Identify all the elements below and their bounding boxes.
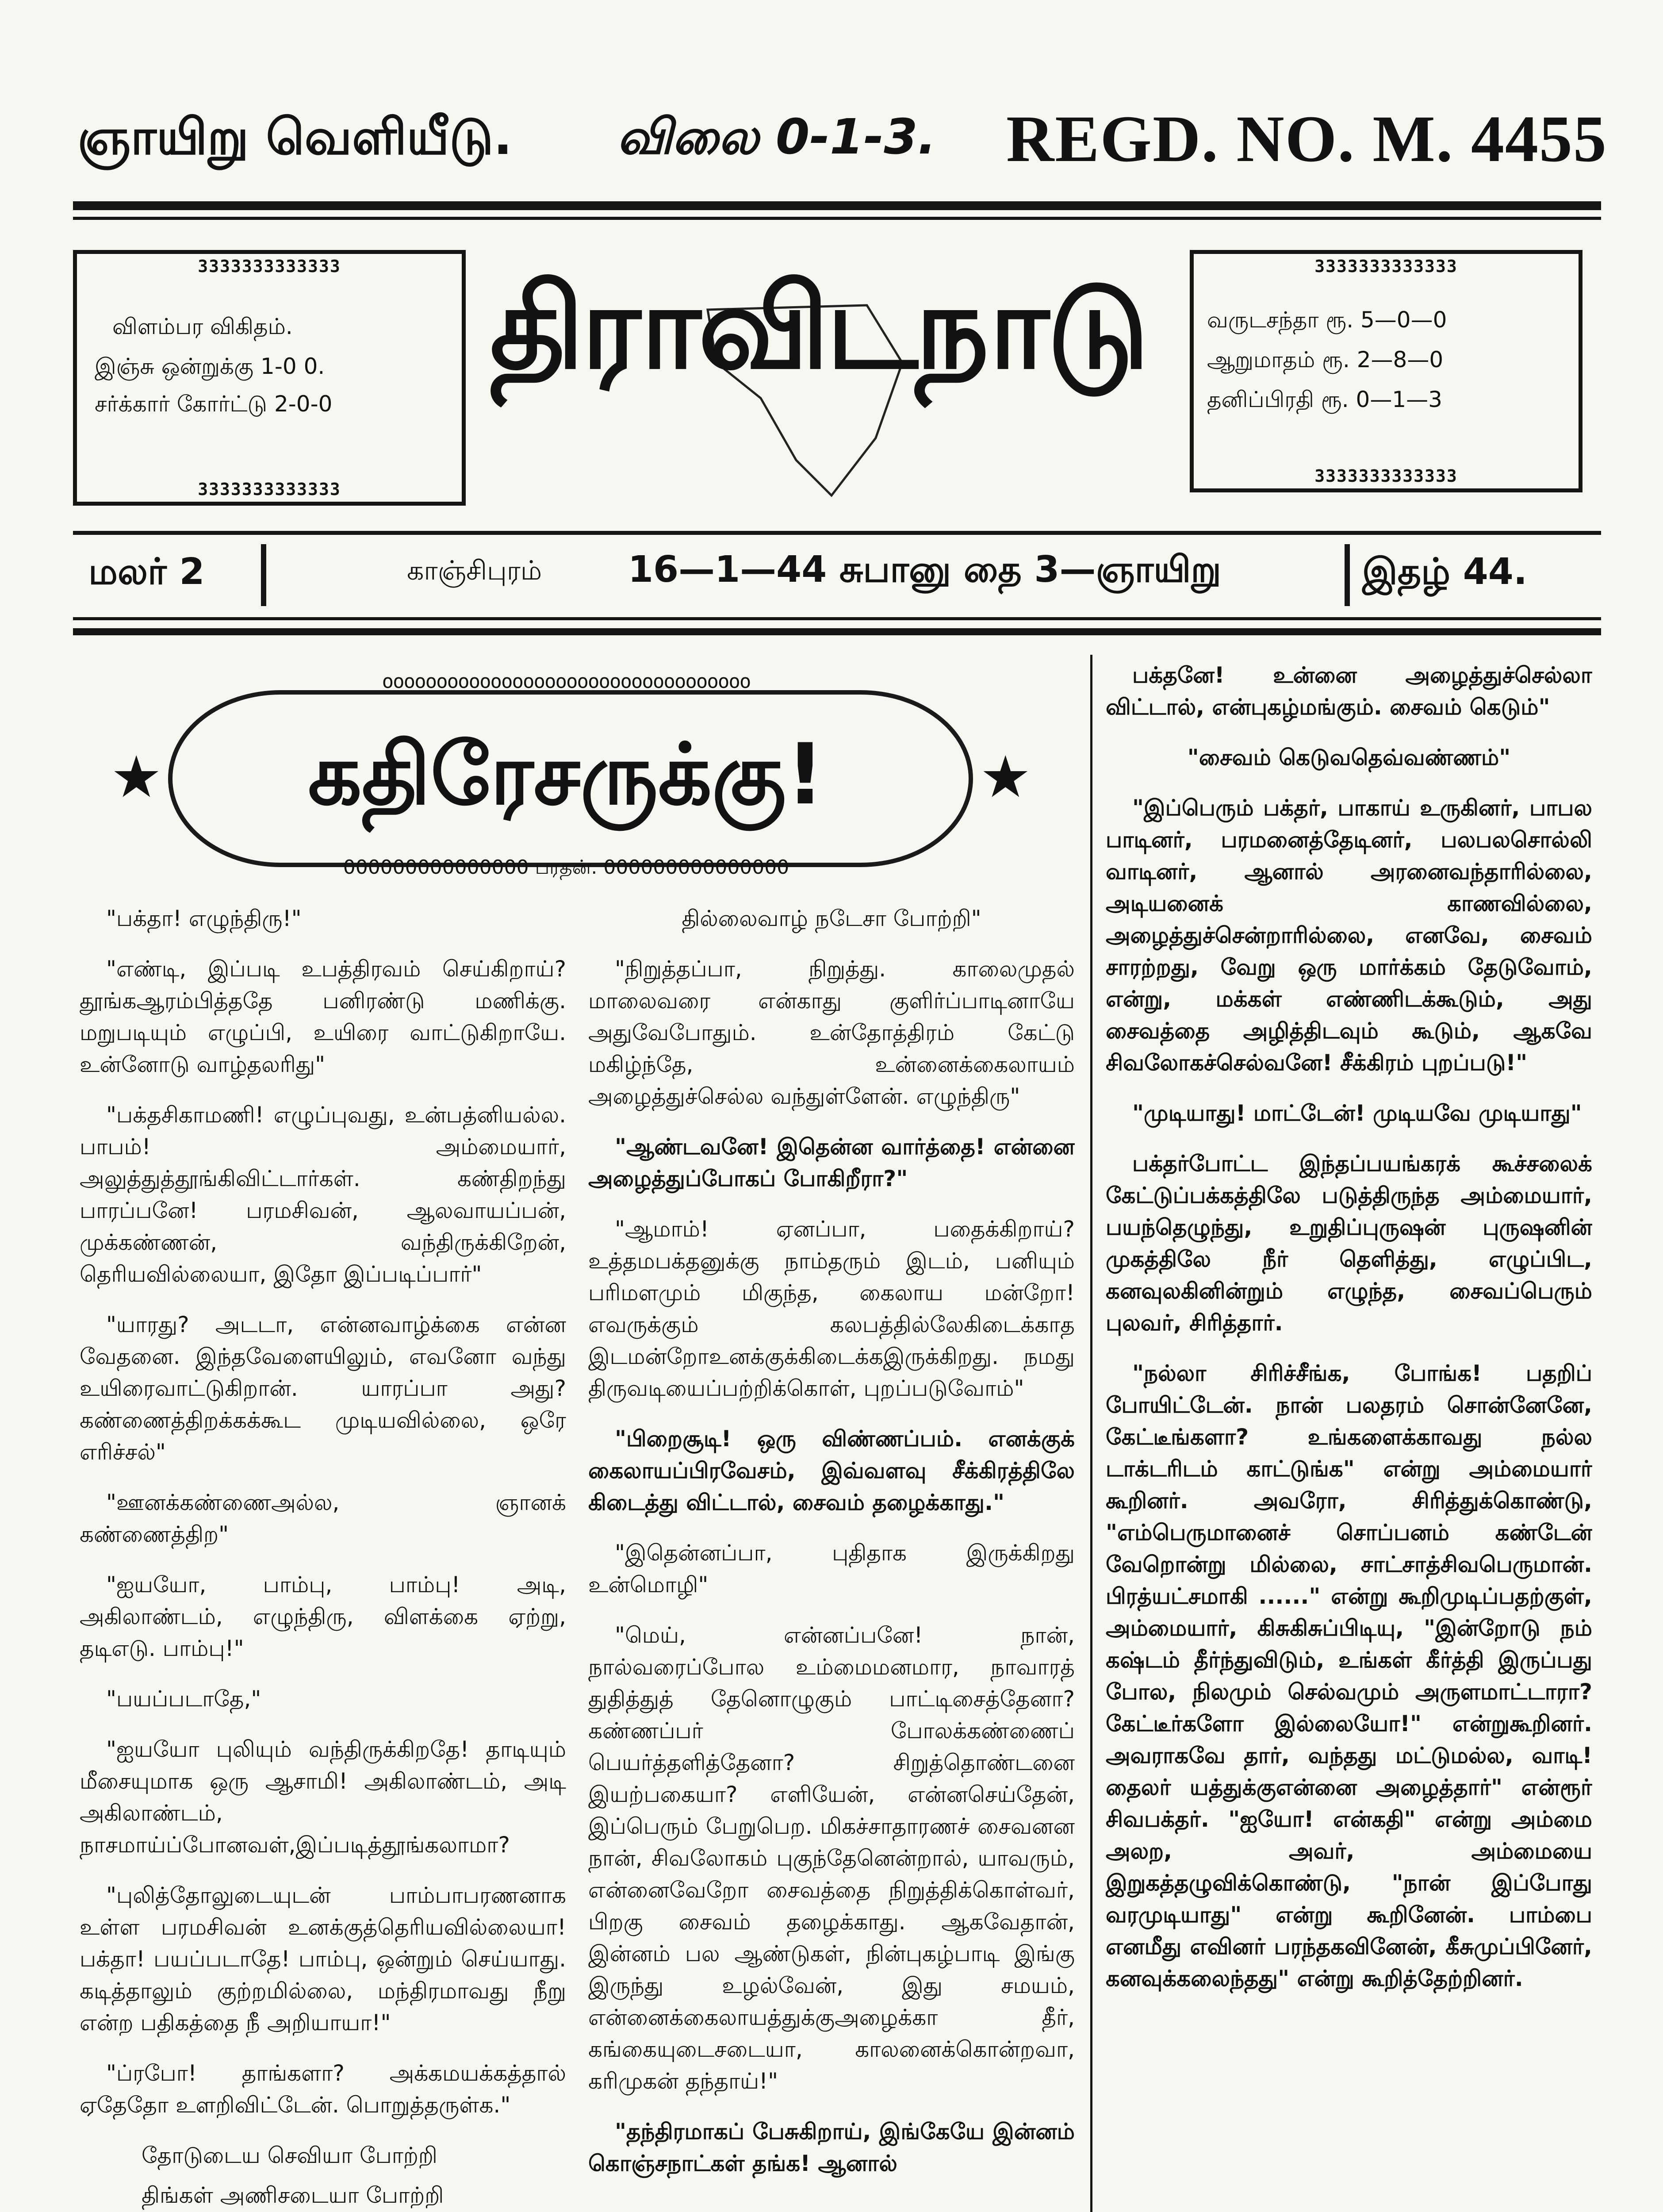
paragraph: "பிறைசூடி! ஒரு விண்ணப்பம். எனக்குக் கைலாயப்பிரவேசம், இவ்வளவு சீக்கிரத்திலே கிடைத்து விட்டால், சைவம் தழைக்காது.": [588, 1426, 1075, 1515]
ad-box-border-top: 3333333333333: [198, 258, 341, 274]
sunday-edition-label: ஞாயிறு வெளியீடு.: [77, 108, 513, 166]
paragraph: "தந்திரமாகப் பேசுகிறாய், இங்கேயே இன்னம் கொஞ்சநாட்கள் தங்க! ஆனால்: [588, 2119, 1075, 2176]
sub-box-border-bottom: 3333333333333: [1314, 468, 1458, 484]
subscription-row: ஆறுமாதம் ரூ. 2—8—0: [1207, 347, 1444, 373]
verse-line: தோடுடைய செவியா போற்றி: [142, 2143, 437, 2168]
article-column-2: [588, 902, 1075, 2212]
chain-ornament-top: oooooooooooooooooooooooooooooooooo: [382, 670, 751, 693]
paragraph: "ஐயயோ புலியும் வந்திருக்கிறதே! தாடியும் மீசையுமாக ஒரு ஆசாமி! அகிலாண்டம், அடி அகிலாண்டம், நாசமாய்ப்போனவள்,இப்படித்தூங்கலாமா?: [80, 1736, 566, 1858]
article-column-3: [1106, 659, 1592, 2212]
paragraph: தில்லைவாழ் நடேசா போற்றி": [682, 906, 981, 931]
dateline-divider: [1345, 544, 1350, 606]
ad-rates-box: [73, 250, 466, 506]
paragraph: "முடியாது! மாட்டேன்! முடியவே முடியாது": [1132, 1100, 1582, 1126]
paragraph: "நிறுத்தப்பா, நிறுத்து. காலைமுதல் மாலைவரை என்காது குளிர்ப்பாடினாயே அதுவேபோதும். உன்தோத்திரம் கேட்டு மகிழ்ந்தே, உன்னைக்கைலாயம் அழைத்துச்செல்ல வந்துள்ளேன். எழுந்திரு": [588, 956, 1075, 1109]
paragraph: "ஊனக்கண்ணைஅல்ல, ஞானக் கண்ணைத்திற": [80, 1490, 566, 1547]
subscription-row: வருடசந்தா ரூ. 5—0—0: [1207, 307, 1447, 333]
paragraph: "பயப்படாதே,": [106, 1686, 261, 1712]
paragraph: "பக்தா! எழுந்திரு!": [106, 906, 302, 931]
volume-label: மலர் 2: [88, 551, 205, 593]
paragraph: "ஐயயோ, பாம்பு, பாம்பு! அடி, அகிலாண்டம், எழுந்திரு, விளக்கை ஏற்று, தடிஎடு. பாம்பு!": [80, 1572, 566, 1661]
verse-line: திங்கள் அணிசடையா போற்றி: [142, 2182, 444, 2208]
place-label: காஞ்சிபுரம்: [407, 555, 542, 586]
article-title: கதிரேசருக்கு!: [308, 726, 824, 823]
sub-box-border-top: 3333333333333: [1314, 258, 1458, 274]
star-icon-right: ★: [980, 743, 1031, 810]
paragraph: "புலித்தோலுடையுடன் பாம்பாபரணனாக உள்ள பரமசிவன் உனக்குத்தெரியவில்லையா! பக்தா! பயப்படாதே! பாம்பு, ஒன்றும் செய்யாது. கடித்தாலும் குற்றமில்லை, மந்திரமாவது நீறு என்ற பதிகத்தை நீ அறியாயா!": [80, 1882, 566, 2035]
top-rule-thick: [73, 201, 1601, 210]
paragraph: பக்தனே! உன்னை அழைத்துச்செல்லா விட்டால், என்புகழ்மங்கும். சைவம் கெடும்": [1106, 662, 1592, 720]
issue-label: இதழ் 44.: [1362, 551, 1527, 593]
dateline-divider: [261, 544, 266, 606]
ad-box-border-bottom: 3333333333333: [198, 481, 341, 497]
price-label: விலை 0-1-3.: [617, 108, 936, 165]
paragraph: "சைவம் கெடுவதெவ்வண்ணம்": [1187, 745, 1511, 770]
paragraph: "ஆமாம்! ஏனப்பா, பதைக்கிறாய்? உத்தமபக்தனுக்கு நாம்தரும் இடம், பனியும் பரிமளமும் மிகுந்த, கைலாய மன்றோ! எவருக்கும் கலபத்தில்லேகிடைக்காத இடமன்றோஉனக்குக்கிடைக்கஇருக்கிறது. நமது திருவடியைப்பற்றிக்கொள், புறப்படுவோம்": [588, 1216, 1075, 1401]
dateline-rule-top: [73, 531, 1601, 535]
paragraph: "பக்தசிகாமணி! எழுப்புவது, உன்பத்னியல்ல. பாபம்! அம்மையார், அலுத்துத்தூங்கிவிட்டார்கள். கண்திறந்து பாரப்பனே! பரமசிவன், ஆலவாயப்பன், முக்கண்ணன், வந்திருக்கிறேன், தெரியவில்லையா, இதோ இப்படிப்பார்": [80, 1102, 566, 1287]
dateline-rule-bottom-thick: [73, 628, 1601, 635]
paper-title: திராவிடநாடு: [490, 261, 1147, 395]
article-column-1: [80, 902, 566, 2212]
paragraph: "நல்லா சிரிச்சீங்க, போங்க! பதறிப் போயிட்டேன். நான் பலதரம் சொன்னேனே, கேட்டீங்களா? உங்களைக்காவது நல்ல டாக்டரிடம் காட்டுங்க" என்று அம்மையார் கூறினர். அவரோ, சிரித்துக்கொண்டு, "எம்பெருமானைச் சொப்பனம் கண்டேன் வேறொன்று மில்லை, சாட்சாத்சிவபெருமான். பிரத்யட்சமாகி ......" என்று கூறிமுடிப்பதற்குள், அம்மையார், கிசுகிசுப்பிடியு, "இன்றோடு நம் கஷ்டம் தீர்ந்துவிடும், உங்கள் கீர்த்தி இருப்பது போல, நிலமும் செல்வமும் அருளமாட்டாரா? கேட்டீர்களோ இல்லையோ!" என்றுகூறினர். அவராகவே தார், வந்தது மட்டுமல்ல, வாடி! தைலர் யத்துக்குஎன்னை அழைத்தார்" என்ரூர் சிவபக்தர். "ஐயோ! என்கதி" என்று அம்மை அலற, அவர், அம்மையை இறுகத்தழுவிக்கொண்டு, "நான் இப்போது வரமுடியாது" என்று கூறினேன். பாம்பை எனமீது எவினர் பரந்தகவினேன், கீசுமுப்பினேர், கனவுக்கலைந்தது" என்று கூறித்தேற்றினர்.: [1106, 1360, 1592, 1991]
paper-title-logo: [478, 230, 1159, 518]
dateline-rule-bottom-thin: [73, 617, 1601, 620]
article-author: 000000000000000 பரதன். 000000000000000: [343, 856, 789, 879]
registration-number: REGD. NO. M. 4455: [1006, 102, 1607, 176]
ad-rate-row: இஞ்சு ஒன்றுக்கு 1-0 0.: [95, 353, 325, 379]
top-rule-thin: [73, 217, 1601, 220]
subscription-row: தனிப்பிரதி ரூ. 0—1—3: [1207, 387, 1442, 412]
column-divider: [1090, 655, 1092, 2212]
paragraph: "ஆண்டவனே! இதென்ன வார்த்தை! என்னை அழைத்துப்போகப் போகிறீரா?": [588, 1134, 1075, 1191]
paragraph: பக்தர்போட்ட இந்தப்பயங்கரக் கூச்சலைக் கேட்டுப்பக்கத்திலே படுத்திருந்த அம்மையார், பயந்தெழுந்து, உறுதிப்புருஷன் புருஷனின் முகத்திலே நீர் தெளித்து, எழுப்பிட, கனவுலகினின்றும் எழுந்த, சைவப்பெரும் புலவர், சிரித்தார்.: [1106, 1151, 1592, 1336]
star-icon-left: ★: [111, 743, 162, 810]
paragraph: "யாரது? அடடா, என்னவாழ்க்கை என்ன வேதனை. இந்தவேளையிலும், எவனோ வந்து உயிரைவாட்டுகிறான். யாரப்பா அது? கண்ணைத்திறக்கக்கூட முடியவில்லை, ஒரே எரிச்சல்": [80, 1312, 566, 1465]
paragraph: "எண்டி, இப்படி உபத்திரவம் செய்கிறாய்? தூங்கஆரம்பித்ததே பனிரண்டு மணிக்கு. மறுபடியும் எழுப்பி, உயிரை வாட்டுகிறாயே. உன்னோடு வாழ்தலரிது": [80, 956, 566, 1077]
paragraph: "மெய், என்னப்பனே! நான், நால்வரைப்போல உம்மைமனமார, நாவாரத் துதித்துத் தேனொழுகும் பாட்டிசைத்தேனா? கண்ணப்பர் போலக்கண்ணைப் பெயர்த்தளித்தேனா? சிறுத்தொண்டனை இயற்பகையா? எளியேன், என்னசெய்தேன், இப்பெரும் பேறுபெற. மிகச்சாதாரணச் சைவனன நான், சிவலோகம் புகுந்தேனென்றால், யாவரும், என்னைவேறோ சைவத்தை நிறுத்திக்கொள்வர், பிறகு சைவம் தழைக்காது. ஆகவேதான், இன்னம் பல ஆண்டுகள், நின்புகழ்பாடி இங்கு இருந்து உழல்வேன், இது சமயம், என்னைக்கைலாயத்துக்குஅழைக்கா தீர், கங்கையுடைசடையா, காலனைக்கொன்றவா, கரிமுகன் தந்தாய்!": [588, 1622, 1075, 2094]
subscription-box: [1190, 250, 1583, 492]
ad-rates-heading: விளம்பர விகிதம்.: [112, 314, 293, 339]
paragraph: "இப்பெரும் பக்தர், பாகாய் உருகினர், பாபல பாடினர், பரமனைத்தேடினர், பலபலசொல்லி வாடினர், ஆனால் அரனைவந்தாரில்லை, அடியனைக் காணவில்லை, அழைத்துச்சென்றாரில்லை, எனவே, சைவம் சாரற்றது, வேறு ஒரு மார்க்கம் தேடுவோம், என்று, மக்கள் எண்ணிடக்கூடும், அது சைவத்தை அழித்திடவும் கூடும், ஆகவே சிவலோகச்செல்வனே! சீக்கிரம் புறப்படு!": [1106, 795, 1592, 1075]
paragraph: "ப்ரபோ! தாங்களா? அக்கமயக்கத்தால் ஏதேதோ உளறிவிட்டேன். பொறுத்தருள்க.": [80, 2060, 566, 2118]
ad-rate-row: சர்க்கார் கோர்ட்டு 2-0-0: [95, 391, 333, 417]
date-label: 16—1—44 சுபானு தை 3—ஞாயிறு: [628, 549, 1222, 591]
paragraph: "இதென்னப்பா, புதிதாக இருக்கிறது உன்மொழி": [588, 1540, 1075, 1598]
